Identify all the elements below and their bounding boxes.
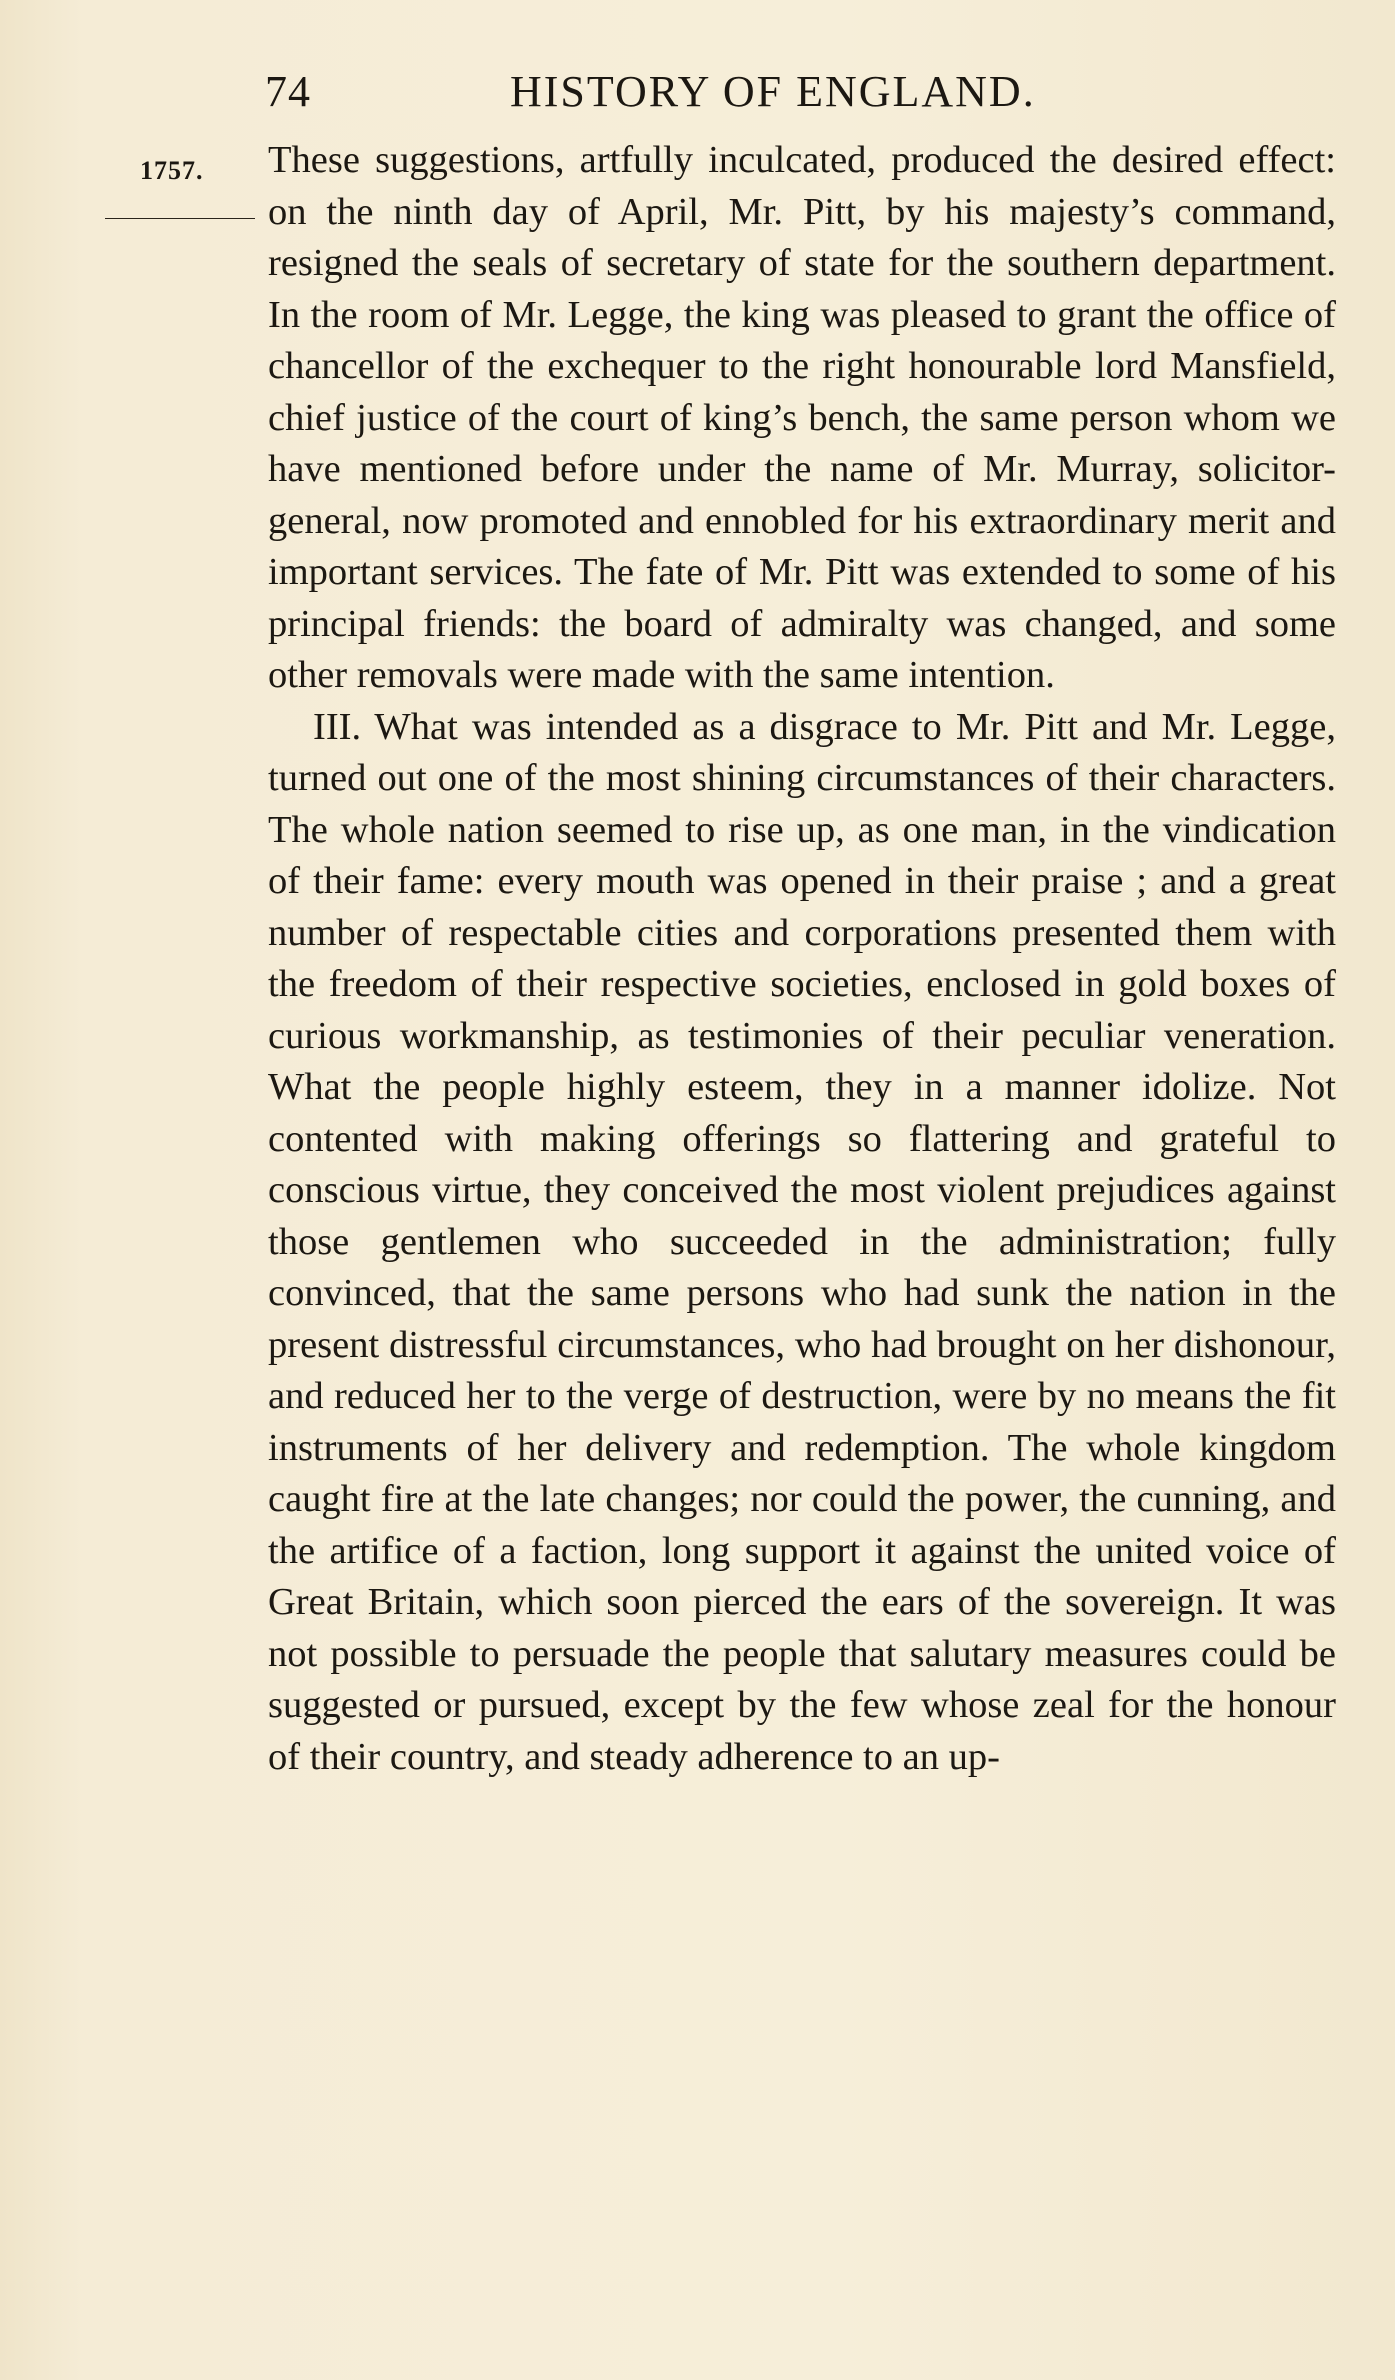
running-head: HISTORY OF ENGLAND. <box>510 67 1036 116</box>
page-header <box>265 62 1340 122</box>
body-text <box>268 135 1336 1783</box>
paragraph: III. What was intended as a disgrace to Mr. Pitt and Mr. Legge, turned out one of the most shining circumstances of their characters. The whole nation seemed to rise up, as one man, in the vindication of their fame: every mouth was opened in their praise ; and a great number of respectable cities and corporations presented them with the freedom of their respective societies, enclosed in gold boxes of curious workmanship, as testimonies of their peculiar veneration. What the people highly esteem, they in a manner idolize. Not contented with making offerings so flattering and grateful to conscious virtue, they conceived the most violent prejudices against those gentlemen who succeeded in the administration; fully convinced, that the same persons who had sunk the nation in the present distressful circumstances, who had brought on her dishonour, and reduced her to the verge of destruction, were by no means the fit instruments of her delivery and redemption. The whole kingdom caught fire at the late changes; nor could the power, the cunning, and the artifice of a faction, long support it against the united voice of Great Britain, which soon pierced the ears of the sovereign. It was not possible to persuade the people that salutary measures could be suggested or pursued, except by the few whose zeal for the honour of their country, and steady adherence to an up- <box>268 705 1336 1778</box>
margin-year: 1757. <box>140 156 204 185</box>
paragraph: These suggestions, artfully inculcated, produced the desired effect: on the ninth day of April, Mr. Pitt, by his majesty’s command, resigned the seals of secretary of state for the southern department. In the room of Mr. Legge, the king was pleased to grant the office of chancellor of the exchequer to the right honourable lord Mansfield, chief justice of the court of king’s bench, the same person whom we have mentioned before under the name of Mr. Murray, solicitor-general, now promoted and ennobled for his extraordinary merit and important services. The fate of Mr. Pitt was extended to some of his principal friends: the board of admiralty was changed, and some other removals were made with the same intention. <box>268 139 1336 696</box>
page-number: 74 <box>265 67 311 116</box>
margin-rule <box>105 218 255 219</box>
